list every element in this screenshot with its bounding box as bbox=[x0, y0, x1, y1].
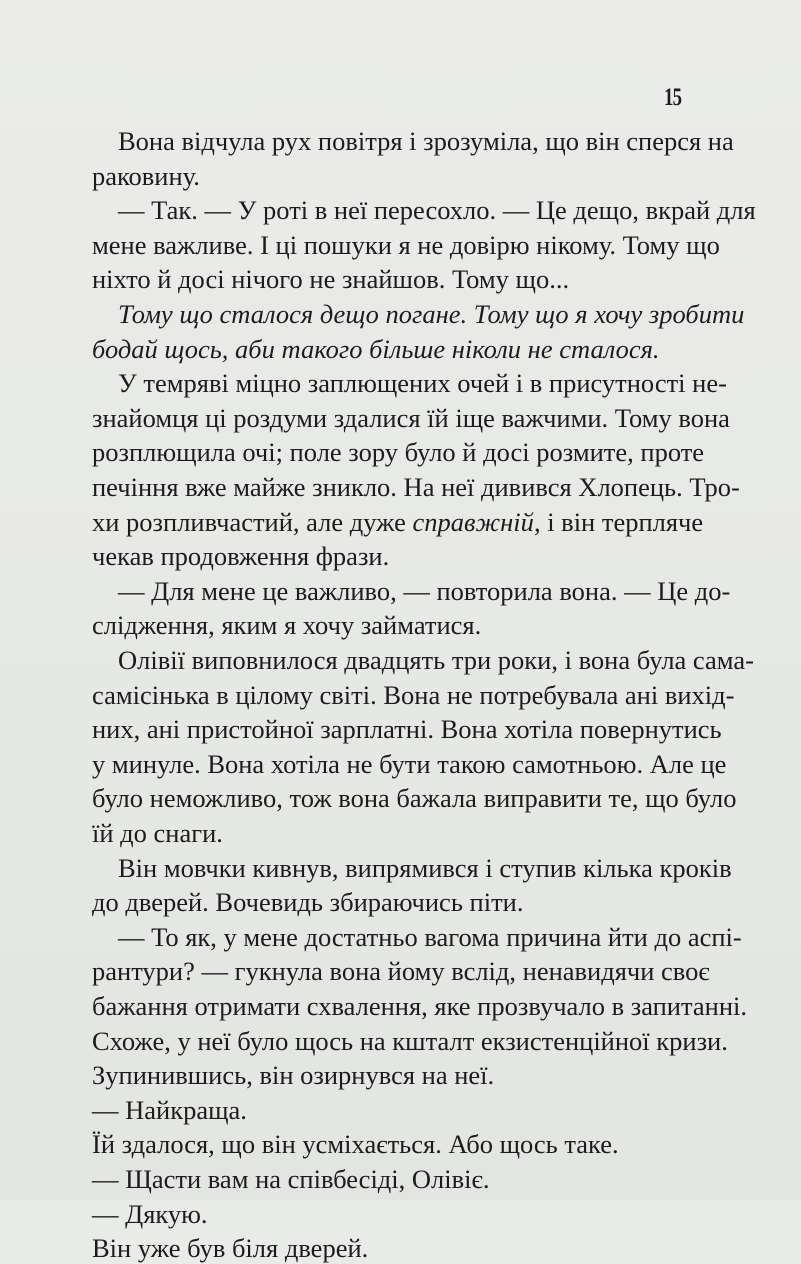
text-line: Олівії виповнилося двадцять три роки, і вона була сама- bbox=[118, 645, 754, 675]
emphasis-text: справжній bbox=[412, 506, 534, 537]
text-line: мене важливе. І ці пошуки я не довірю нікому. Тому що bbox=[92, 229, 720, 260]
text-line: — Дякую. bbox=[92, 1198, 208, 1229]
text-line: ніхто й досі нічого не знайшов. Тому що... bbox=[92, 264, 570, 295]
text-line: слідження, яким я хочу займатися. bbox=[92, 610, 482, 641]
text-line: самісінька в цілому світі. Вона не потребувала ані вихід- bbox=[92, 679, 735, 710]
text-line: Схоже, у неї було щось на кшталт екзистенційної кризи. bbox=[92, 1025, 728, 1056]
text-run: , і він терпляче bbox=[533, 506, 704, 537]
text-line: Їй здалося, що він усміхається. Або щось таке. bbox=[92, 1129, 619, 1160]
text-line: раковину. bbox=[92, 160, 200, 191]
text-line: їй до снаги. bbox=[92, 818, 223, 848]
text-line: бажання отримати схвалення, яке прозвучало в запитанні. bbox=[92, 991, 748, 1021]
text-line: чекав продовження фрази. bbox=[92, 541, 390, 572]
text-line: — Так. — У роті в неї пересохло. — Це дещо, вкрай для bbox=[118, 195, 756, 226]
text-line: Тому що сталося дещо погане. Тому що я хочу зробити bbox=[118, 299, 745, 329]
text-line: — То як, у мене достатньо вагома причина йти до аспі- bbox=[118, 921, 742, 952]
page-number: 15 bbox=[664, 84, 682, 111]
text-line: У темряві міцно заплющених очей і в присутності не- bbox=[118, 368, 727, 399]
text-line: — Щасти вам на співбесіді, Олівіє. bbox=[92, 1164, 490, 1194]
text-line: них, ані пристойної зарплатні. Вона хотіла повернутись bbox=[92, 714, 722, 745]
text-line: було неможливо, тож вона бажала виправити те, що було bbox=[92, 783, 737, 814]
text-line: — Для мене це важливо, — повторила вона. — Це до- bbox=[118, 575, 731, 606]
text-line: Він мовчки кивнув, випрямився і ступив кілька кроків bbox=[118, 852, 732, 883]
text-line: печіння вже майже зникло. На неї дивився Хлопець. Тро- bbox=[92, 472, 740, 502]
text-line: у минуле. Вона хотіла не бути такою самотньою. Але це bbox=[92, 748, 727, 779]
text-line: рантури? — гукнула вона йому вслід, ненавидячи своє bbox=[92, 956, 710, 987]
text-run: хи розпливчастий, але дуже bbox=[92, 506, 413, 537]
text-line: Він уже був біля дверей. bbox=[92, 1233, 369, 1264]
text-line: знайомця ці роздуми здалися їй іще важчими. Тому вона bbox=[92, 402, 730, 433]
text-line: — Найкраща. bbox=[92, 1094, 247, 1125]
text-line: Зупинившись, він озирнувся на неї. bbox=[92, 1060, 495, 1091]
text-line bbox=[92, 507, 702, 538]
text-line: до дверей. Вочевидь збираючись піти. bbox=[92, 887, 524, 918]
text-line: бодай щось, аби такого більше ніколи не сталося. bbox=[92, 333, 660, 364]
text-line: розплющила очі; поле зору було й досі розмите, проте bbox=[92, 437, 705, 468]
text-line: Вона відчула рух повітря і зрозуміла, що він сперся на bbox=[118, 126, 734, 156]
